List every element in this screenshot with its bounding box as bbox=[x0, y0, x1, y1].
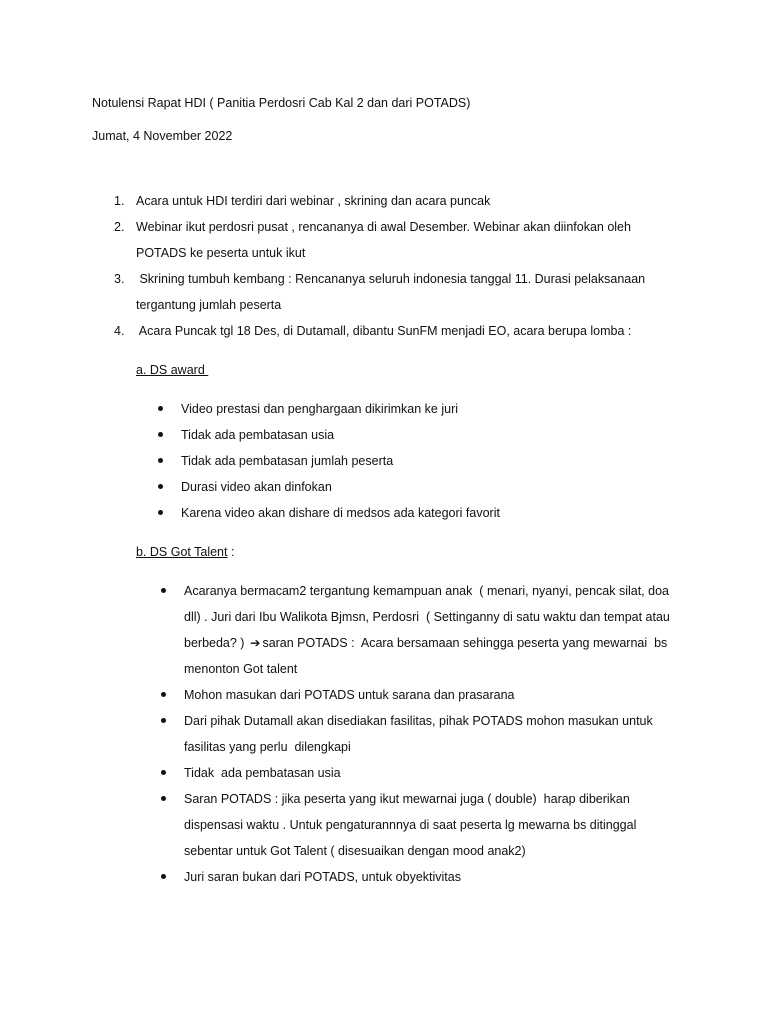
bullet-icon bbox=[161, 874, 166, 879]
list-number: 1. bbox=[114, 194, 125, 208]
list-item: Karena video akan dishare di medsos ada kategori favorit bbox=[181, 506, 500, 520]
bullet-icon bbox=[161, 796, 166, 801]
list-item-text: berbeda? ) bbox=[184, 636, 245, 650]
document-title: Notulensi Rapat HDI ( Panitia Perdosri Cab Kal 2 dan dari POTADS) bbox=[92, 96, 471, 110]
list-item: dispensasi waktu . Untuk pengaturannnya di saat peserta lg mewarna bs ditinggal bbox=[184, 818, 637, 832]
bullet-icon bbox=[158, 484, 163, 489]
list-item: Tidak ada pembatasan usia bbox=[181, 428, 335, 442]
list-item: Durasi video akan dinfokan bbox=[181, 480, 332, 494]
list-item: Acaranya bermacam2 tergantung kemampuan anak ( menari, nyanyi, pencak silat, doa bbox=[184, 584, 669, 598]
bullet-icon bbox=[158, 406, 163, 411]
list-item-text: POTADS ke peserta untuk ikut bbox=[136, 246, 306, 260]
list-item bbox=[184, 635, 667, 651]
list-item-text: Acara Puncak tgl 18 Des, di Dutamall, dibantu SunFM menjadi EO, acara berupa lomba : bbox=[136, 324, 632, 338]
list-item: Video prestasi dan penghargaan dikirimkan ke juri bbox=[181, 402, 459, 416]
list-item: sebentar untuk Got Talent ( disesuaikan dengan mood anak2) bbox=[184, 844, 526, 858]
section-b-heading-text: b. DS Got Talent bbox=[136, 545, 228, 559]
bullet-icon bbox=[158, 432, 163, 437]
list-item-text: saran POTADS : Acara bersamaan sehingga peserta yang mewarnai bs bbox=[262, 636, 668, 650]
list-item: Tidak ada pembatasan jumlah peserta bbox=[181, 454, 394, 468]
list-item: dll) . Juri dari Ibu Walikota Bjmsn, Perdosri ( Settinganny di satu waktu dan tempat atau bbox=[184, 610, 670, 624]
list-item-text: Acara untuk HDI terdiri dari webinar , skrining dan acara puncak bbox=[136, 194, 491, 208]
list-item: Tidak ada pembatasan usia bbox=[184, 766, 341, 780]
bullet-icon bbox=[161, 588, 166, 593]
list-item-text: Skrining tumbuh kembang : Rencananya seluruh indonesia tanggal 11. Durasi pelaksanaan bbox=[136, 272, 646, 286]
list-item: Mohon masukan dari POTADS untuk sarana dan prasarana bbox=[184, 688, 515, 702]
list-number: 3. bbox=[114, 272, 125, 286]
bullet-icon bbox=[158, 510, 163, 515]
list-item: Saran POTADS : jika peserta yang ikut mewarnai juga ( double) harap diberikan bbox=[184, 792, 630, 806]
list-item: menonton Got talent bbox=[184, 662, 298, 676]
list-item-text: tergantung jumlah peserta bbox=[136, 298, 282, 312]
list-item: Dari pihak Dutamall akan disediakan fasilitas, pihak POTADS mohon masukan untuk bbox=[184, 714, 653, 728]
bullet-icon bbox=[161, 718, 166, 723]
list-number: 2. bbox=[114, 220, 125, 234]
list-item-text: Webinar ikut perdosri pusat , rencananya di awal Desember. Webinar akan diinfokan oleh bbox=[136, 220, 631, 234]
right-arrow-icon: ➔ bbox=[249, 636, 261, 650]
list-item: fasilitas yang perlu dilengkapi bbox=[184, 740, 351, 754]
bullet-icon bbox=[161, 692, 166, 697]
bullet-icon bbox=[161, 770, 166, 775]
meeting-date: Jumat, 4 November 2022 bbox=[92, 129, 233, 143]
list-number: 4. bbox=[114, 324, 125, 338]
bullet-icon bbox=[158, 458, 163, 463]
list-item: Juri saran bukan dari POTADS, untuk obyektivitas bbox=[184, 870, 461, 884]
section-b-heading-suffix: : bbox=[227, 545, 235, 559]
section-a-heading: a. DS award bbox=[136, 363, 209, 377]
section-b-heading bbox=[136, 544, 234, 560]
